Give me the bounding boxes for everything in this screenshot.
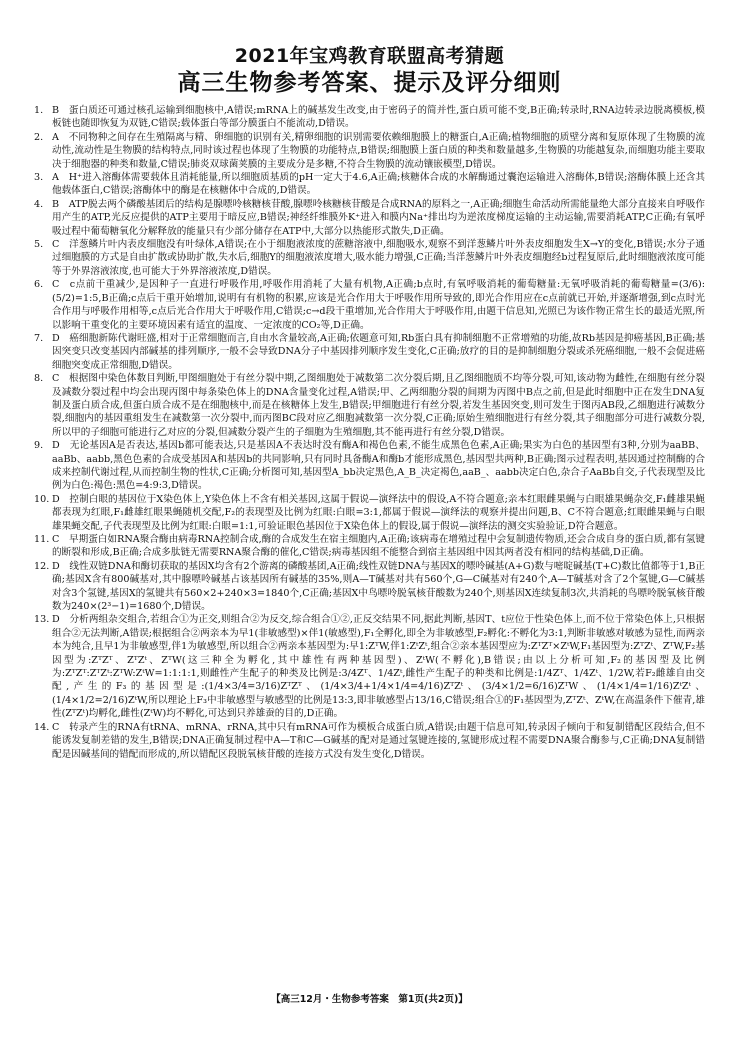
answer-text: C 转录产生的RNA有tRNA、mRNA、rRNA,其中只有mRNA可作为模板合成蛋白质,A错误;由题干信息可知,转录因子倾向于和复制错配区段结合,但不能诱发复制差错的发生,B错误;DNA正确复制过程中A—T和C—G碱基的配对是通过氢键连接的,氢键形成过程不需要DNA聚合酶参与,C正确;DNA复制错配是因碱基间的错配而形成的,所以错配区段脱氧核苷酸的连接方式没有发生变化,D错误。 — [52, 721, 705, 760]
answer-text: D 控制白眼的基因位于X染色体上,Y染色体上不含有相关基因,这属于假说—演绎法中的假设,A不符合题意;亲本红眼雌果蝇与白眼雄果蝇杂交,F₁雌雄果蝇都表现为红眼,F₁雌雄红眼果蝇随机交配,F₂的表现型及比例为红眼:白眼=3:1,都属于假说—演绎法的观察并提出问题,B、C不符合题意;红眼雌果蝇与白眼雄果蝇交配,子代表现型及比例为红眼:白眼=1:1,可验证眼色基因位于X染色体上的假设,属于假说—演绎法的测交实验验证,D符合题意。 — [52, 493, 705, 532]
answer-item-14 — [34, 721, 705, 761]
answer-number: 4. — [34, 198, 44, 210]
answer-item-12 — [34, 560, 705, 614]
answer-item-2 — [34, 131, 705, 171]
answer-text: D 癌细胞新陈代谢旺盛,相对于正常细胞而言,自由水含量较高,A正确;依题意可知,Rb蛋白具有抑制细胞不正常增殖的功能,故Rb基因是抑癌基因,B正确;基因突变只改变基因内部碱基的排列顺序,一般不会导致DNA分子中基因排列顺序发生变化,C正确;放疗的目的是抑制细胞分裂或杀死癌细胞,一般不会促进癌细胞突变成正常细胞,D错误。 — [52, 332, 705, 371]
answer-number: 1. — [34, 105, 44, 116]
answer-list — [34, 104, 705, 761]
answer-number: 10. — [34, 493, 50, 505]
answer-item-4 — [34, 198, 705, 238]
answer-text: C 根据图中染色体数目判断,甲图细胞处于有丝分裂中期,乙图细胞处于减数第二次分裂后期,且乙图细胞质不均等分裂,可知,该动物为雌性,在细胞有丝分裂及减数分裂过程中均会出现丙图中每条染色体上的DNA含量变化过程,A错误;甲、乙两细胞分裂的间期为丙图中B点之前,但是此时细胞中正在发生DNA复制及蛋白质合成,但蛋白质合成不是在细胞核中,而是在核糖体上发生,B错误;甲细胞进行有丝分裂,若发生基因突变,则可发生于图丙AB段,乙细胞进行减数分裂,细胞内的基因重组发生在减数第一次分裂中,而丙图BC段对应乙细胞减数第一次分裂,C正确;原始生殖细胞进行有丝分裂,其子细胞部分可进行减数分裂,所以甲的子细胞可能进行乙对应的分裂,但减数分裂产生的子细胞为生殖细胞,其不能再进行有丝分裂,D错误。 — [52, 373, 705, 438]
answer-text: C 早期蛋白如RNA聚合酶由病毒RNA控制合成,酶的合成发生在宿主细胞内,A正确;该病毒在增殖过程中会复制遗传物质,还会合成自身的蛋白质,都有氢键的断裂和形成,B正确;合成多肽链无需要RNA聚合酶的催化,C错误;病毒基因组不能整合到宿主基因组中因其两者没有相同的结构基础,D正确。 — [52, 534, 705, 559]
answer-item-13 — [34, 613, 705, 720]
page-title: 2021年宝鸡教育联盟高考猜题 — [234, 45, 505, 67]
answer-text: A H⁺进入溶酶体需要载体且消耗能量,所以细胞质基质的pH一定大于4.6,A正确;核糖体合成的水解酶通过囊泡运输进入溶酶体,B错误;溶酶体膜上还含其他载体蛋白,C错误;溶酶体中的酶是在核糖体中合成的,D错误。 — [52, 172, 705, 197]
answer-item-7 — [34, 332, 705, 372]
answer-text: C c点前干重减少,是因种子一直进行呼吸作用,呼吸作用消耗了大量有机物,A正确;b点时,有氧呼吸消耗的葡萄糖量:无氧呼吸消耗的葡萄糖量=(3/6):(5/2)=1:5,B正确;c点后干重开始增加,说明有有机物的积累,应该是光合作用大于呼吸作用所导致的,即光合作用应在c点前就已开始,并逐渐增强,到c点时光合作用与呼吸作用相等,c点后光合作用大于呼吸作用,C错误;c→d段干重增加,光合作用大于呼吸作用,由题干信息知,光照已为该作物正常生长的最适光照,所以影响干重变化的主要环境因素有适宜的温度、一定浓度的CO₂等,D正确。 — [52, 279, 705, 331]
answer-item-9 — [34, 439, 705, 493]
page-footer: 【高三12月・生物参考答案 第1页(共2页)】 — [271, 994, 468, 1005]
answer-number: 12. — [34, 560, 50, 572]
answer-number: 3. — [34, 172, 44, 184]
answer-number: 13. — [34, 614, 50, 626]
answer-item-3 — [34, 171, 705, 198]
answer-text: D 线性双链DNA和酶切获取的基因X均含有2个游离的磷酸基团,A正确;线性双链DNA与基因X的嘌呤碱基(A+G)数与嘧啶碱基(T+C)数比值都等于1,B正确;基因X含有800碱基对,其中腺嘌呤碱基占该基因所有碱基的35%,则A—T碱基对共有560个,G—C碱基对有240个,A—T碱基对含了2个氢键,G—C碱基对含3个氢键,基因X的氢键共有560×2+240×3=1840个,C正确;基因X中鸟嘌呤脱氧核苷酸数为240个,则基因X连续复制3次,共消耗的鸟嘌呤脱氧核苷酸数为240×(2³−1)=1680个,D错误。 — [52, 560, 705, 613]
answer-number: 6. — [34, 279, 44, 291]
answer-number: 8. — [34, 373, 44, 385]
page-subtitle: 高三生物参考答案、提示及评分细则 — [177, 70, 562, 96]
answer-number: 9. — [34, 440, 44, 452]
answer-text: B 蛋白质还可通过核孔运输到细胞核中,A错误;mRNA上的碱基发生改变,由于密码子的简并性,蛋白质可能不变,B正确;转录时,RNA边转录边脱离模板,模板链也随即恢复为双链,C错误;载体蛋白等部分膜蛋白不能流动,D错误。 — [52, 105, 705, 130]
answer-number: 7. — [34, 332, 44, 344]
answer-text: B ATP脱去两个磷酸基团后的结构是腺嘌呤核糖核苷酸,腺嘌呤核糖核苷酸是合成RNA的原料之一,A正确;细胞生命活动所需能量绝大部分直接来自呼吸作用产生的ATP,光反应提供的ATP主要用于暗反应,B错误;神经纤维膜外K⁺进入和膜内Na⁺排出均为逆浓度梯度运输的主动运输,需要消耗ATP,C正确;有氧呼吸过程中葡萄糖氧化分解释放的能量只有少部分储存在ATP中,大部分以热能形式散失,D正确。 — [52, 198, 705, 237]
answer-text: C 洋葱鳞片叶内表皮细胞没有叶绿体,A错误;在小于细胞液浓度的蔗糖溶液中,细胞吸水,观察不到洋葱鳞片叶外表皮细胞发生X→Y的变化,B错误;水分子通过细胞膜的方式是自由扩散或协助扩散,失水后,细胞Y的细胞液浓度增大,吸水能力增强,C正确;当洋葱鳞片叶外表皮细胞经b过程复原后,此时细胞液浓度可能等于外界溶液浓度,也可能大于外界溶液浓度,D错误。 — [52, 239, 705, 277]
answer-item-11 — [34, 533, 705, 560]
answer-number: 2. — [34, 131, 44, 143]
answer-number: 14. — [34, 721, 50, 733]
answer-item-10 — [34, 493, 705, 533]
answer-item-6 — [34, 278, 705, 332]
answer-text: D 分析两组杂交组合,若组合①为正交,则组合②为反交,综合组合①②,正反交结果不同,据此判断,基因T、t应位于性染色体上,而不位于常染色体上,只根据组合②无法判断,A错误;根据组合②两亲本为早1(非敏感型)×伴1(敏感型),F₁全孵化,即全为非敏感型,F₂孵化:不孵化为3:1,判断非敏感对敏感为显性,而两亲本为纯合,且早1为非敏感型,伴1为敏感型,所以组合②两亲本基因型为:早1:ZᵀW,伴1:ZᵗZᵗ,组合②亲本基因型应为:ZᵀZᵀ×ZᵗW,F₁基因型为:ZᵀZᵗ、ZᵀW,F₂基因型为:ZᵀZᵀ、ZᵀZᵗ、ZᵀW(这三种全为孵化,其中雄性有两种基因型)、ZᵗW(不孵化),B错误;由以上分析可知,F₂的基因型及比例为:ZᵀZᵀ:ZᵀZᵗ:ZᵀW:ZᵗW=1:1:1:1,则雌性产生配子的种类及比例是:3/4Zᵀ、1/4Zᵗ,雌性产生配子的种类和比例是:1/4Zᵀ、1/4Zᵗ、1/2W,若F₂雌雄自由交配,产生的F₃的基因型是:(1/4×3/4=3/16)ZᵀZᵀ、(1/4×3/4+1/4×1/4=4/16)ZᵀZᵗ、(3/4×1/2=6/16)ZᵀW、(1/4×1/4=1/16)ZᵗZᵗ、(1/4×1/2=2/16)ZᵗW,所以理论上F₃中非敏感型与敏感型的比例是13:3,即非敏感型占13/16,C错误;组合①的F₁基因型为,ZᵀZᵗ、ZᵗW,在高温条件下催青,雄性(ZᵀZᵗ)均孵化,雌性(ZᵗW)均不孵化,可达到只养雄蚕的目的,D正确。 — [52, 614, 705, 720]
answer-item-5 — [34, 238, 705, 278]
answer-text: A 不同物种之间存在生殖隔离与精、卵细胞的识别有关,精卵细胞的识别需要依赖细胞膜上的糖蛋白,A正确;植物细胞的质壁分离和复原体现了生物膜的流动性,流动性是生物膜的结构特点,同时该过程也体现了生物膜的功能特点,B错误;细胞膜上蛋白质的种类和数量越多,生物膜的功能越复杂,而细胞功能主要取决于细胞器的种类和数量,C错误;肺炎双球菌荚膜的主要成分是多糖,不符合生物膜的流动镶嵌模型,D错误。 — [52, 131, 705, 170]
answer-item-1 — [34, 104, 705, 131]
answer-number: 5. — [34, 239, 44, 251]
answer-text: D 无论基因A是否表达,基因b都可能表达,只是基因A不表达时没有酶A和褐色色素,不能生成黑色色素,A正确;果实为白色的基因型有3种,分别为aaBB、aaBb、aabb,黑色色素的合成受基因A和基因b的共同影响,只有同时具备酶A和酶b才能形成黑色,基因型共两种,B正确;图示过程表明,基因通过控制酶的合成来控制代谢过程,从而控制生物的性状,C正确;分析图可知,基因型A_bb决定黑色,A_B_决定褐色,aaB_、aabb决定白色,杂合子AaBb自交,子代表现型及比例为白色:褐色:黑色=4:9:3,D错误。 — [52, 440, 705, 492]
answer-item-8 — [34, 372, 705, 439]
answer-number: 11. — [34, 534, 50, 545]
